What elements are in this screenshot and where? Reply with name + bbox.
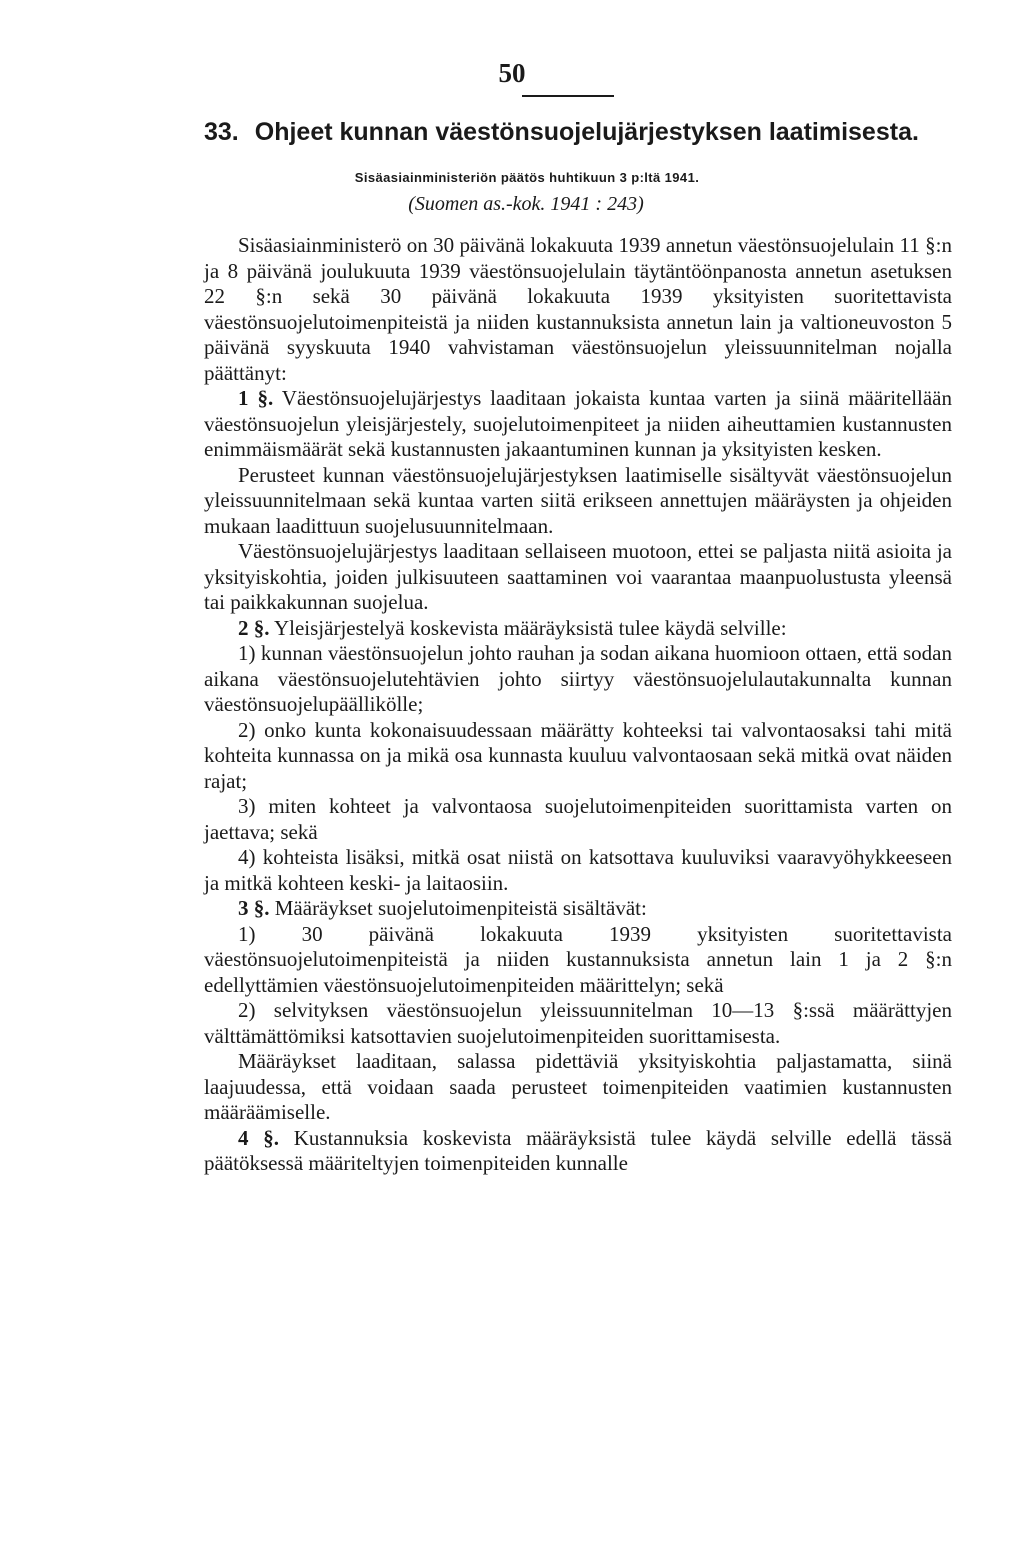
list-item bbox=[204, 845, 952, 896]
document-body bbox=[204, 233, 952, 1177]
list-item bbox=[204, 641, 952, 718]
paragraph-text: Määräykset laaditaan, salassa pidettäviä yksityiskohtia paljastamatta, siinä laajuudessa, että voidaan saada perusteet toimenpiteiden vaatimien kustannusten määräämiselle. bbox=[204, 1049, 952, 1124]
section-marker: 2 §. bbox=[238, 615, 270, 640]
paragraph bbox=[204, 1126, 952, 1177]
section-marker: 3 §. bbox=[238, 896, 270, 920]
paragraph bbox=[204, 539, 952, 616]
paragraph-text: Yleisjärjestelyä koskevista määräyksistä tulee käydä selville: bbox=[273, 615, 787, 640]
section-marker: 4 §. bbox=[238, 1125, 279, 1150]
decision-subtitle: Sisäasiainministeriön päätös huhtikuun 3 p:ltä 1941. bbox=[354, 170, 700, 185]
paragraph bbox=[204, 1049, 952, 1126]
page-number: 50 bbox=[498, 58, 526, 88]
paragraph bbox=[204, 386, 952, 463]
document-title bbox=[204, 118, 964, 147]
paragraph-text: Sisäasiainministerö on 30 päivänä lokakuuta 1939 annetun väestönsuojelulain 11 §:n ja 8 päivänä joulukuuta 1939 väestönsuojelulain täytäntöönpanosta annetun asetuksen 22 §:n sekä 30 päivänä lokakuuta 1939 yksityisten suoritettavista väestönsuojelutoimenpiteistä ja niiden kustannuksista annetun lain ja valtioneuvoston 5 päivänä syyskuuta 1940 vahvistaman väestönsuojelun yleissuunnitelman nojalla päättänyt: bbox=[204, 233, 952, 385]
paragraph-text: Kustannuksia koskevista määräyksistä tulee käydä selville edellä tässä päätöksessä määriteltyjen toimenpiteiden kunnalle bbox=[204, 1125, 952, 1175]
paragraph-text: 1) 30 päivänä lokakuuta 1939 yksityisten suoritettavista väestönsuojelutoimenpiteistä ja niiden kustannuksista annetun lain 1 ja 2 §:n edellyttämien väestönsuojelutoimenpiteiden määrittelyn; sekä bbox=[204, 921, 952, 997]
paragraph-text: Väestönsuojelujärjestys laaditaan jokaista kuntaa varten ja siinä määritellään väestönsuojelun yleisjärjestely, suojelutoimenpiteet ja niiden aiheuttamien kustannusten enimmäismäärät sekä kustannusten jakaantuminen kunnan ja yksityisten kesken. bbox=[204, 386, 952, 461]
source-reference: (Suomen as.-kok. 1941 : 243) bbox=[408, 193, 644, 215]
paragraph-text: 1) kunnan väestönsuojelun johto rauhan ja sodan aikana huomioon ottaen, että sodan aikana väestönsuojelutehtävien johto siirtyy väestönsuojelulautakunnalta kunnan väestönsuojelupäällikölle; bbox=[204, 641, 952, 716]
section-marker: 1 §. bbox=[238, 386, 274, 410]
paragraph-text: Väestönsuojelujärjestys laaditaan sellaiseen muotoon, ettei se paljasta niitä asioita ja yksityiskohtia, joiden julkisuuteen saattaminen voi vaarantaa maanpuolustusta yleensä tai paikkakunnan suojelua. bbox=[204, 539, 952, 614]
paragraph bbox=[204, 896, 952, 922]
title-text: Ohjeet kunnan väestönsuojelujärjestyksen laatimisesta. bbox=[254, 118, 919, 146]
paragraph-text: 2) selvityksen väestönsuojelun yleissuunnitelman 10—13 §:ssä määrättyjen välttämättömiksi katsottavien suojelutoimenpiteiden suorittamisesta. bbox=[204, 998, 952, 1048]
list-item bbox=[204, 998, 952, 1049]
paragraph-text: 4) kohteista lisäksi, mitkä osat niistä on katsottava kuuluviksi vaaravyöhykkeeseen ja mitkä kohteen keski- ja laitaosiin. bbox=[204, 845, 952, 895]
paragraph-text: 3) miten kohteet ja valvontaosa suojelutoimenpiteiden suorittamista varten on jaettava; sekä bbox=[204, 794, 952, 844]
list-item bbox=[204, 794, 952, 845]
paragraph bbox=[204, 233, 952, 386]
paragraph bbox=[204, 616, 952, 642]
paragraph-text: Perusteet kunnan väestönsuojelujärjestyksen laatimiselle sisältyvät väestönsuojelun yleissuunnitelmaan sekä kuntaa varten siitä erikseen annettujen määräysten ja ohjeiden mukaan laadittuun suojelusuunnitelmaan. bbox=[204, 462, 952, 538]
list-item bbox=[204, 922, 952, 999]
page-number-rule bbox=[522, 95, 614, 97]
paragraph-text: Määräykset suojelutoimenpiteistä sisältävät: bbox=[274, 896, 647, 920]
paragraph-text: 2) onko kunta kokonaisuudessaan määrätty kohteeksi tai valvontaosaksi tahi mitä kohteita kunnassa on ja mikä osa kunnasta kuuluu valvontaosaan sekä mitkä ovat näiden rajat; bbox=[204, 717, 952, 793]
title-number: 33. bbox=[204, 118, 239, 146]
list-item bbox=[204, 718, 952, 795]
paragraph bbox=[204, 463, 952, 540]
